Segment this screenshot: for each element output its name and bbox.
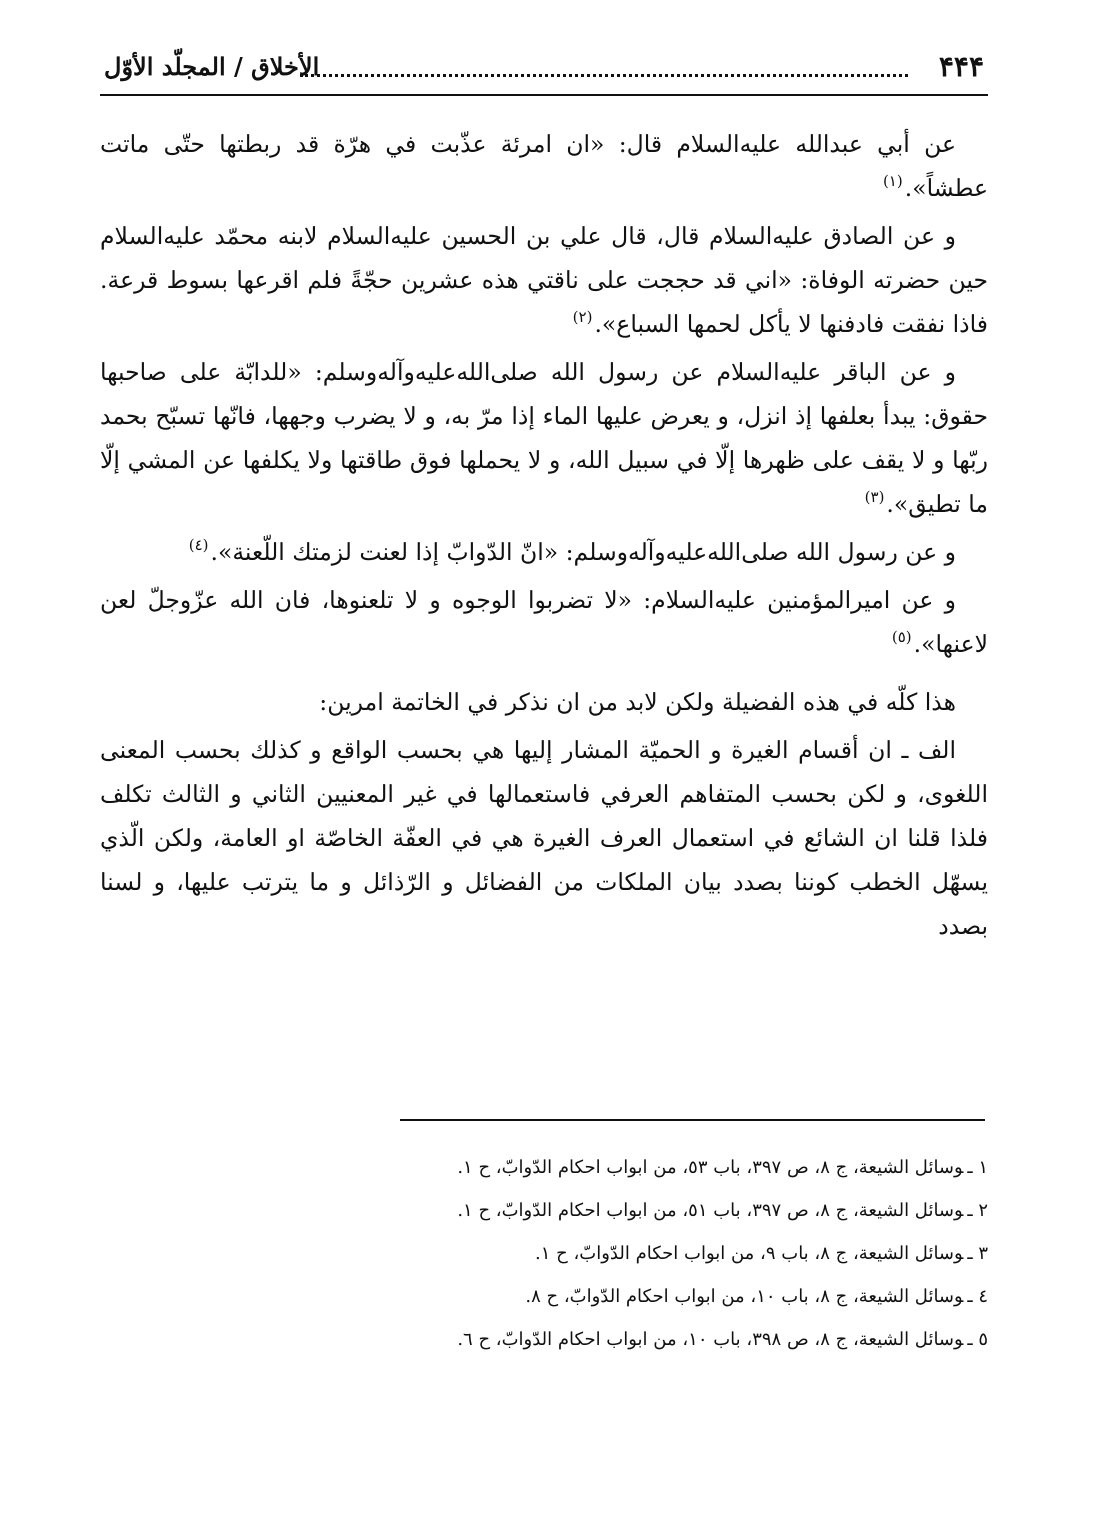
footnote-separator — [400, 1119, 985, 1121]
footnote-text: وسائل الشيعة، ج ٨، ص ٣٩٨، باب ١٠، من ابواب احكام الدّوابّ، ح ٦. — [457, 1329, 964, 1350]
footnote-number: ٤ ـ — [967, 1286, 988, 1307]
paragraph-hadith-1 — [100, 122, 988, 210]
footnote-item — [300, 1189, 988, 1232]
paragraph-text: و عن الباقر عليه‌السلام عن رسول الله صلى‌الله‌عليه‌وآله‌وسلم: «للدابّة على صاحبها حقوق: يبدأ بعلفها إذ انزل، و يعرض عليها الماء إذا مرّ به، و لا يضرب وجهها، فانّها تسبّح بحمد ربّها و لا يقف على ظهرها إلّا في سبيل الله، و لا يحملها فوق طاقتها ولا يكلفها عن المشي إلّا ما تطيق». — [100, 358, 988, 518]
footnotes — [300, 1146, 988, 1361]
footnote-item — [300, 1146, 988, 1189]
footnote-ref-2: (٢) — [572, 308, 593, 326]
footnote-item — [300, 1318, 988, 1361]
running-title: الأخلاق / المجلّد الأوّل — [104, 52, 320, 81]
dotted-leader — [300, 56, 908, 77]
footnote-ref-1: (١) — [882, 172, 903, 190]
footnote-number: ١ ـ — [967, 1157, 988, 1178]
paragraph-discussion: الف ـ ان أقسام الغيرة و الحميّة المشار إليها هي بحسب الواقع و كذلك بحسب المعنى اللغوى، و لكن بحسب المتفاهم العرفي فاستعمالها في غير المعنيين الثاني و الثالث تكلف فلذا قلنا ان الشائع في استعمال العرف الغيرة هي في العفّة الخاصّة او العامة، ولكن الّذي يسهّل الخطب كوننا بصدد بيان الملكات من الفضائل و الرّذائل و ما يترتب عليها، و لسنا بصدد — [100, 736, 988, 940]
footnote-ref-5: (٥) — [891, 628, 912, 646]
paragraph-text: و عن اميرالمؤمنين عليه‌السلام: «لا تضربوا الوجوه و لا تلعنوها، فان الله عزّوجلّ لعن لاعنها». — [100, 586, 988, 658]
paragraph-hadith-5 — [100, 578, 988, 666]
page-header — [100, 40, 988, 96]
body-text — [100, 122, 988, 952]
footnote-text: وسائل الشيعة، ج ٨، باب ٩، من ابواب احكام الدّوابّ، ح ١. — [535, 1243, 964, 1264]
footnote-number: ٢ ـ — [967, 1200, 988, 1221]
footnote-ref-3: (٣) — [864, 488, 885, 506]
paragraph-hadith-4 — [100, 530, 988, 574]
footnote-item — [300, 1275, 988, 1318]
paragraph-text: و عن رسول الله صلى‌الله‌عليه‌وآله‌وسلم: «انّ الدّوابّ إذا لعنت لزمتك اللّعنة». — [210, 538, 956, 566]
paragraph-conclusion: هذا كلّه في هذه الفضيلة ولكن لابد من ان نذكر في الخاتمة امرين: — [319, 688, 956, 716]
footnote-number: ٣ ـ — [967, 1243, 988, 1264]
page-number: ۴۴۴ — [938, 50, 984, 83]
paragraph-hadith-2 — [100, 214, 988, 346]
footnote-text: وسائل الشيعة، ج ٨، ص ٣٩٧، باب ٥١، من ابواب احكام الدّوابّ، ح ١. — [457, 1200, 964, 1221]
footnote-ref-4: (٤) — [188, 536, 209, 554]
footnote-text: وسائل الشيعة، ج ٨، باب ١٠، من ابواب احكام الدّوابّ، ح ٨. — [525, 1286, 964, 1307]
paragraph-text: و عن الصادق عليه‌السلام قال، قال علي بن الحسين عليه‌السلام لابنه محمّد عليه‌السلام حين حضرته الوفاة: «اني قد حججت على ناقتي هذه عشرين حجّةً فلم اقرعها بسوط قرعة. فاذا نفقت فادفنها لا يأكل لحمها السباع». — [100, 222, 988, 338]
footnote-text: وسائل الشيعة، ج ٨، ص ٣٩٧، باب ٥٣، من ابواب احكام الدّوابّ، ح ١. — [457, 1157, 964, 1178]
paragraph-text: عن أبي عبدالله عليه‌السلام قال: «ان امرئة عذّبت في هرّة قد ربطتها حتّى ماتت عطشاً». — [100, 130, 988, 202]
footnote-item — [300, 1232, 988, 1275]
footnote-number: ٥ ـ — [967, 1329, 988, 1350]
paragraph-hadith-3 — [100, 350, 988, 526]
